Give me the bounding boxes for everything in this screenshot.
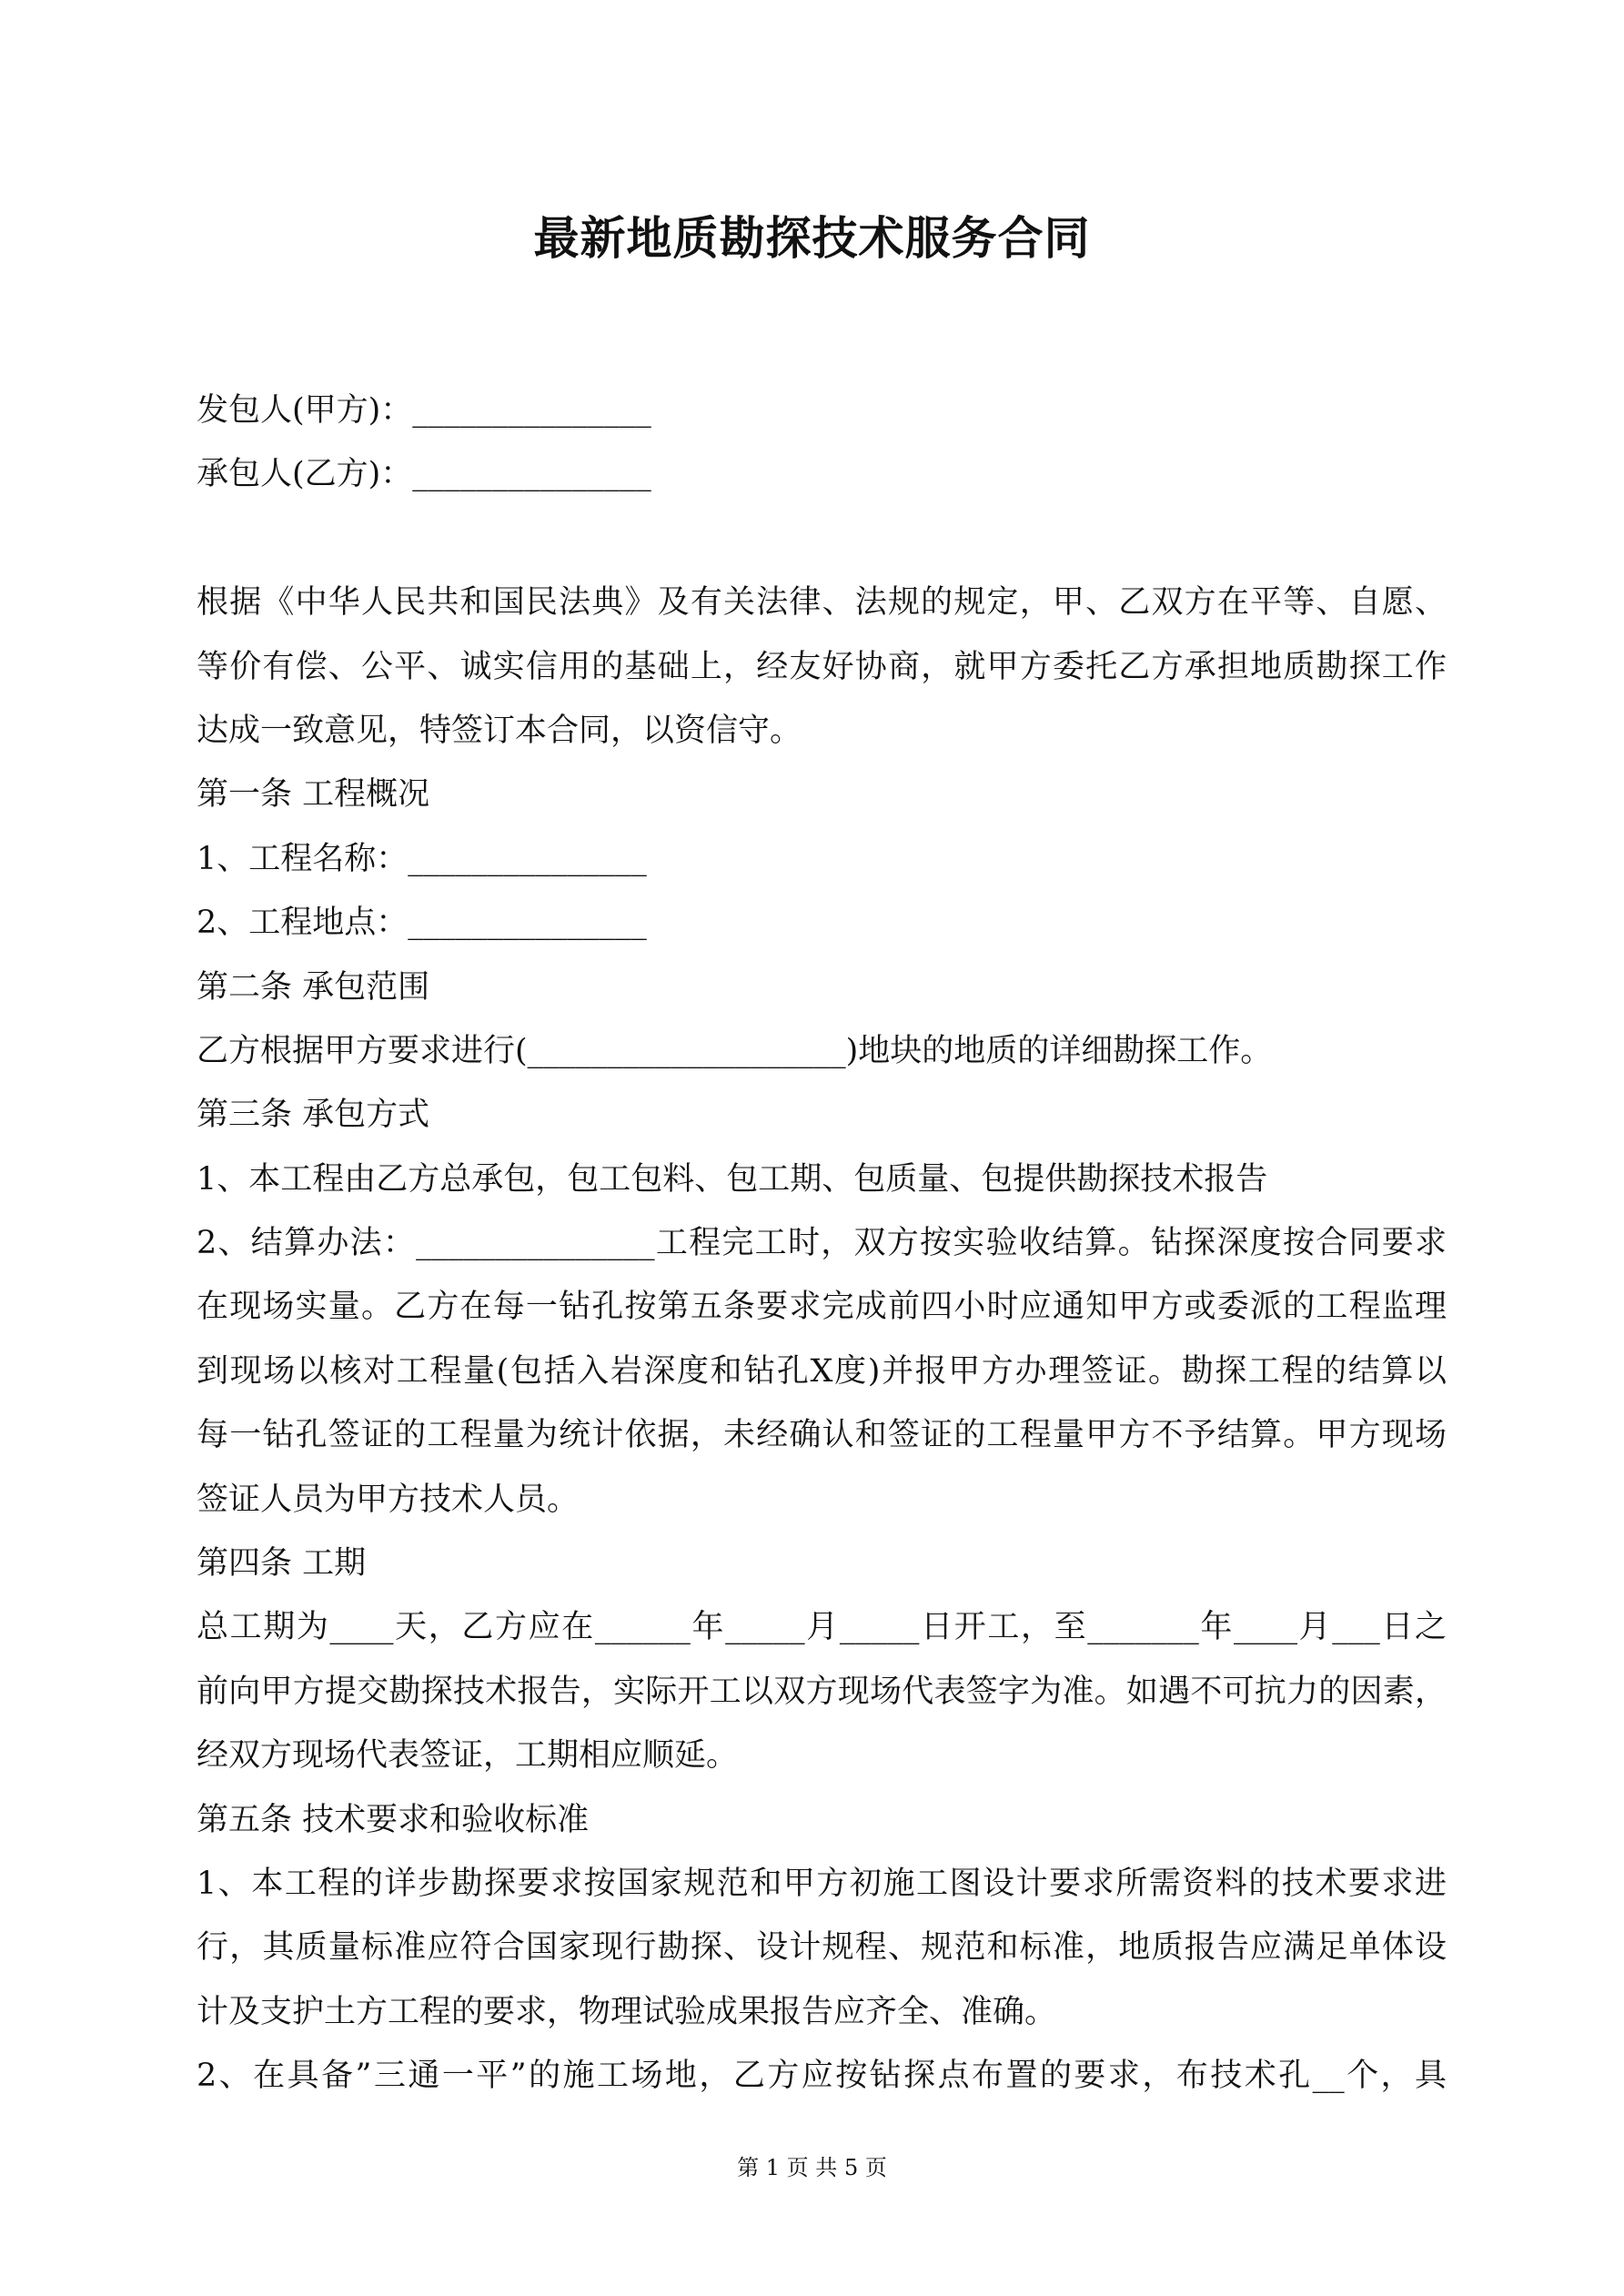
text-line: 2、在具备”三通一平”的施工场地，乙方应按钻探点布置的要求，布技术孔__个，具 bbox=[197, 2058, 1447, 2095]
text-line: 总工期为____天，乙方应在______年_____月_____日开工，至_______年____月___日之 bbox=[197, 1609, 1447, 1646]
text-line: 乙方根据甲方要求进行(____________________)地块的地质的详细勘探工作。 bbox=[197, 1032, 1273, 1069]
text-line: 1、本工程的详步勘探要求按国家规范和甲方初施工图设计要求所需资料的技术要求进 bbox=[197, 1865, 1447, 1902]
text-line: 签证人员为甲方技术人员。 bbox=[197, 1481, 580, 1518]
text-line: 达成一致意见，特签订本合同，以资信守。 bbox=[197, 712, 802, 749]
text-line: 2、结算办法：_______________工程完工时，双方按实验收结算。钻探深度按合同要求 bbox=[197, 1225, 1447, 1262]
text-line: 承包人(乙方)：_______________ bbox=[197, 456, 651, 493]
text-line: 在现场实量。乙方在每一钻孔按第五条要求完成前四小时应通知甲方或委派的工程监理 bbox=[197, 1289, 1447, 1326]
text-line: 行，其质量标准应符合国家现行勘探、设计规程、规范和标准，地质报告应满足单体设 bbox=[197, 1929, 1447, 1967]
document-title: 最新地质勘探技术服务合同 bbox=[533, 211, 1091, 265]
text-line: 前向甲方提交勘探技术报告，实际开工以双方现场代表签字为准。如遇不可抗力的因素， bbox=[197, 1673, 1447, 1710]
text-line: 等价有偿、公平、诚实信用的基础上，经友好协商，就甲方委托乙方承担地质勘探工作 bbox=[197, 648, 1447, 685]
document-body bbox=[197, 379, 1447, 2109]
text-line: 第三条 承包方式 bbox=[197, 1097, 430, 1134]
text-line: 发包人(甲方)：_______________ bbox=[197, 392, 651, 429]
text-line: 计及支护土方工程的要求，物理试验成果报告应齐全、准确。 bbox=[197, 1993, 1057, 2030]
text-line: 第四条 工期 bbox=[197, 1545, 367, 1583]
text-line: 第二条 承包范围 bbox=[197, 968, 430, 1006]
text-line: 到现场以核对工程量(包括入岩深度和钻孔X度)并报甲方办理签证。勘探工程的结算以 bbox=[197, 1352, 1447, 1390]
text-line: 每一钻孔签证的工程量为统计依据，未经确认和签证的工程量甲方不予结算。甲方现场 bbox=[197, 1417, 1447, 1454]
text-line: 第五条 技术要求和验收标准 bbox=[197, 1801, 590, 1838]
text-line: 根据《中华人民共和国民法典》及有关法律、法规的规定，甲、乙双方在平等、自愿、 bbox=[197, 584, 1447, 622]
blank-line bbox=[197, 507, 1447, 571]
text-line: 1、本工程由乙方总承包，包工包料、包工期、包质量、包提供勘探技术报告 bbox=[197, 1160, 1268, 1198]
text-line: 1、工程名称：_______________ bbox=[197, 840, 647, 877]
text-line: 经双方现场代表签证，工期相应顺延。 bbox=[197, 1737, 739, 1775]
text-line: 2、工程地点：_______________ bbox=[197, 905, 647, 942]
text-line: 第一条 工程概况 bbox=[197, 776, 430, 814]
page-footer: 第 1 页 共 5 页 bbox=[737, 2155, 887, 2180]
